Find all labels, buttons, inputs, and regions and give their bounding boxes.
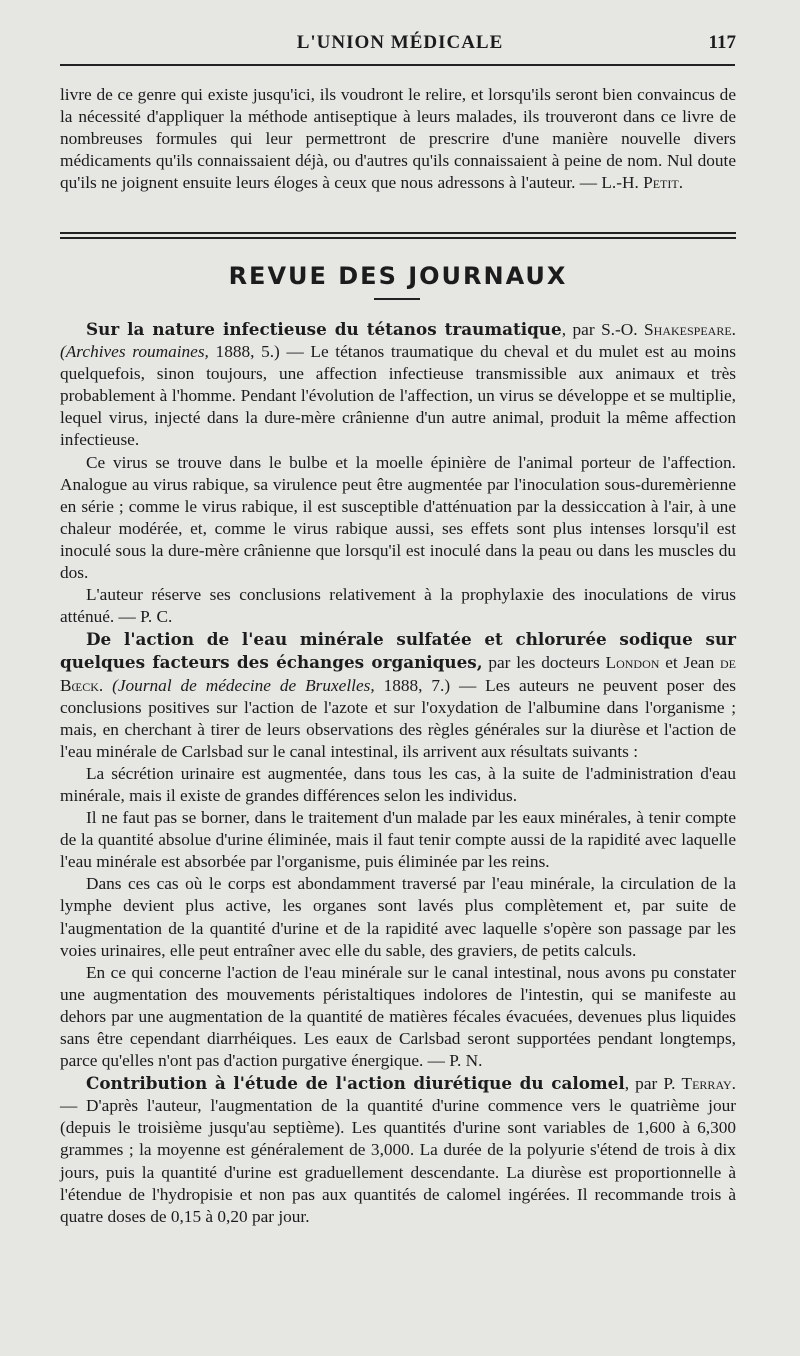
section-title: REVUE DES JOURNAUX [228, 262, 568, 290]
article-3-author: Terray [681, 1074, 732, 1094]
article-1-text: 1888, 5.) — Le tétanos traumatique du cheval et du mulet est au moins quelquefois, sinon toujours, une affection infectieuse transmissible aux animaux et très probablement à l'homme. Pendant l'évolution de l'affection, un virus se développe et se multiplie, lequel virus, injecté dans la dure-mère crânienne d'un autre animal, produit la même affection infectieuse. [60, 342, 736, 450]
section-divider [60, 232, 736, 242]
article-3-title: Contribution à l'étude de l'action diurétique du calomel [86, 1073, 625, 1094]
article-1-intro: Sur la nature infectieuse du tétanos traumatique, par S.-O. Shakespeare. (Archives roumaines, 1888, 5.) — Le tétanos traumatique du cheval et du mulet est au moins quelquefois, sinon toujours, une affection infectieuse transmissible aux animaux et très probablement à l'homme. Pendant l'évolution de l'affection, un virus se développe et se multiplie, lequel virus, injecté dans la dure-mère crânienne d'un autre animal, produit la même affection infectieuse. [60, 319, 736, 450]
article-2-author2: de Bœck [60, 653, 736, 695]
article-1-source: (Archives roumaines, [60, 342, 209, 362]
article-1-byline: , par S.-O. [561, 320, 645, 339]
article-1-title: Sur la nature infectieuse du tétanos traumatique [86, 319, 562, 339]
article-1-author: Shakespeare [644, 320, 732, 339]
article-2-and: et Jean [659, 653, 720, 673]
intro-text: livre de ce genre qui existe jusqu'ici, ils voudront le relire, et lorsqu'ils seront bien convaincus de la nécessité d'appliquer la méthode antiseptique à leurs malades, ils trouveront dans ce livre de nombreuses formules qui leur permettront de prescrire d'une manière nouvelle divers médicaments qu'ils connaissaient déjà, ou d'autres qu'ils connaissaient à peine de nom. Nul doute qu'ils ne joignent ensuite leurs éloges à ceux que nous adressons à l'auteur. — L.-H. [60, 85, 736, 193]
page-number: 117 [708, 32, 736, 53]
article-2-p3: Il ne faut pas se borner, dans le traitement d'un malade par les eaux minérales, à tenir compte de la quantité absolue d'urine éliminée, mais il faut tenir compte aussi de la rapidité avec laquelle l'eau minérale est absorbée par l'organisme, puis éliminée par les reins. [60, 808, 736, 872]
article-3-text: . — D'après l'auteur, l'augmentation de la quantité d'urine commence vers le quatrième jour (depuis le troisième jusqu'au septième). Les quantités d'urine sont variables de 1,600 à 6,300 grammes ; la moyenne est généralement de 3,000. La durée de la polyurie s'étend de trois à dix jours, puis la quantité d'urine est graduellement descendante. La diurèse est proportionnelle à l'étendue de l'hydropisie et non pas aux quantités de calomel ingérées. Il recommande trois à quatre doses de 0,15 à 0,20 par jour. [60, 1074, 736, 1226]
article-2-author: London [605, 653, 660, 673]
articles [60, 318, 736, 1228]
article-2-p4: Dans ces cas où le corps est abondamment traversé par l'eau minérale, la circulation de la lymphe devient plus active, les organes sont lavés plus complètement et, par suite de l'augmentation de la quantité d'urine et de la rapidité avec laquelle s'opère son passage par les voies urinaires, elle peut entraîner avec elle du sable, des graviers, de petits calculs. [60, 874, 736, 960]
article-2-byline: par les docteurs [482, 653, 606, 673]
running-head [60, 28, 740, 58]
article-2-source: (Journal de médecine de Bruxelles, [112, 675, 375, 695]
article-3-byline: , par P. [624, 1074, 682, 1094]
article-2-title: De l'action de l'eau minérale sulfatée et chlorurée sodique sur quelques facteurs des échanges organiques, [60, 629, 736, 673]
article-2-p2: La sécrétion urinaire est augmentée, dans tous les cas, à la suite de l'administration d'eau minérale, mais il existe de grandes différences selon les individus. [60, 763, 736, 805]
article-2-text: 1888, 7.) — Les auteurs ne peuvent poser des conclusions positives sur l'action de l'azote et sur l'oxydation de l'albumine dans l'organisme ; mais, en cherchant à tirer de leurs observations des règles générales sur la diurèse et l'action de l'eau minérale de Carlsbad sur le canal intestinal, ils arrivent aux résultats suivants : [60, 675, 736, 761]
article-1-p3: L'auteur réserve ses conclusions relativement à la prophylaxie des inoculations de virus atténué. — P. C. [60, 585, 736, 627]
intro-paragraph [60, 84, 736, 194]
intro-signature: Petit. [643, 173, 684, 193]
article-1-p2: Ce virus se trouve dans le bulbe et la moelle épinière de l'animal porteur de l'affection. Analogue au virus rabique, sa virulence peut être augmentée par l'inoculation sous-duremèrienne en série ; comme le virus rabique, il est susceptible d'atténuation par la dessiccation à l'air, à une chaleur modérée, et, comme le virus rabique aussi, ses effets sont plus intenses lorsqu'il est inoculé sous la dure-mère crânienne que lorsqu'il est inoculé dans la peau ou dans les muscles du dos. [60, 452, 736, 583]
article-2-p5: En ce qui concerne l'action de l'eau minérale sur le canal intestinal, nous avons pu constater une augmentation des mouvements péristaltiques indolores de l'intestin, qui se manifeste au dehors par une augmentation de la quantité de matières fécales évacuées, devenues plus liquides sans être cependant diarrhéiques. Les eaux de Carlsbad seront supportées pendant longtemps, parce qu'elles n'ont pas d'action purgative énergique. — P. N. [60, 962, 736, 1071]
title-underline [374, 298, 420, 300]
article-2-intro: De l'action de l'eau minérale sulfatée et chlorurée sodique sur quelques facteurs des échanges organiques, par les docteurs London et Jean de Bœck. (Journal de médecine de Bruxelles, 1888, 7.) — Les auteurs ne peuvent poser des conclusions positives sur l'action de l'azote et sur l'oxydation de l'albumine dans l'organisme ; mais, en cherchant à tirer de leurs observations des règles générales sur la diurèse et l'action de l'eau minérale de Carlsbad sur le canal intestinal, ils arrivent aux résultats suivants : [60, 629, 736, 761]
article-3-intro [60, 1072, 736, 1228]
header-rule [60, 64, 735, 66]
running-title: L'UNION MÉDICALE [296, 32, 504, 53]
